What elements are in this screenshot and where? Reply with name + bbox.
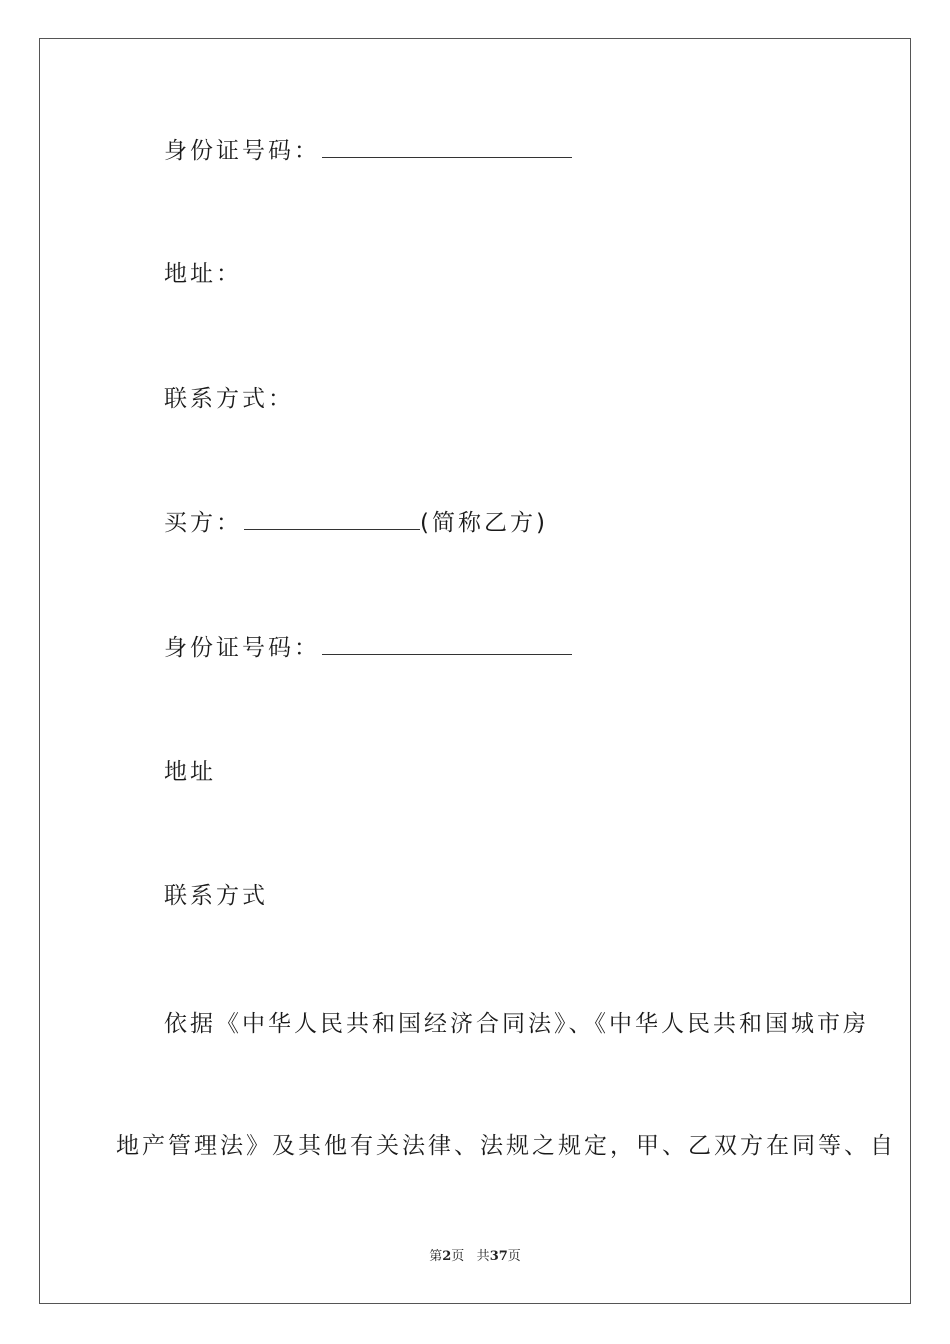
footer-total-pages: 37 bbox=[489, 1249, 508, 1264]
buyer-name-blank bbox=[244, 509, 420, 530]
buyer-abbrev: (简称乙方) bbox=[420, 510, 548, 536]
footer-page-suffix: 页 bbox=[451, 1249, 465, 1264]
seller-id-label: 身份证号码： bbox=[164, 138, 320, 164]
buyer-id-blank bbox=[322, 634, 572, 655]
buyer-contact-label: 联系方式 bbox=[164, 883, 268, 909]
buyer-id-row bbox=[164, 633, 572, 663]
footer-prefix: 第 bbox=[429, 1249, 443, 1264]
buyer-address-label: 地址 bbox=[164, 759, 216, 785]
seller-id-row bbox=[164, 136, 572, 166]
footer-total-prefix: 共 bbox=[476, 1249, 490, 1264]
buyer-label: 买方： bbox=[164, 510, 242, 536]
seller-id-blank bbox=[322, 137, 572, 158]
footer-current-page: 2 bbox=[442, 1249, 452, 1264]
footer-total-suffix: 页 bbox=[507, 1249, 521, 1264]
page-footer bbox=[0, 1245, 950, 1264]
buyer-row bbox=[164, 508, 548, 538]
seller-address-label: 地址： bbox=[164, 261, 242, 287]
paragraph-line-2: 地产管理法》及其他有关法律、法规之规定，甲、乙双方在同等、自 bbox=[116, 1133, 896, 1159]
buyer-id-label: 身份证号码： bbox=[164, 635, 320, 661]
paragraph-line-1: 依据《中华人民共和国经济合同法》、《中华人民共和国城市房 bbox=[164, 1011, 869, 1037]
page-border bbox=[39, 38, 911, 1304]
seller-contact-label: 联系方式： bbox=[164, 386, 294, 412]
